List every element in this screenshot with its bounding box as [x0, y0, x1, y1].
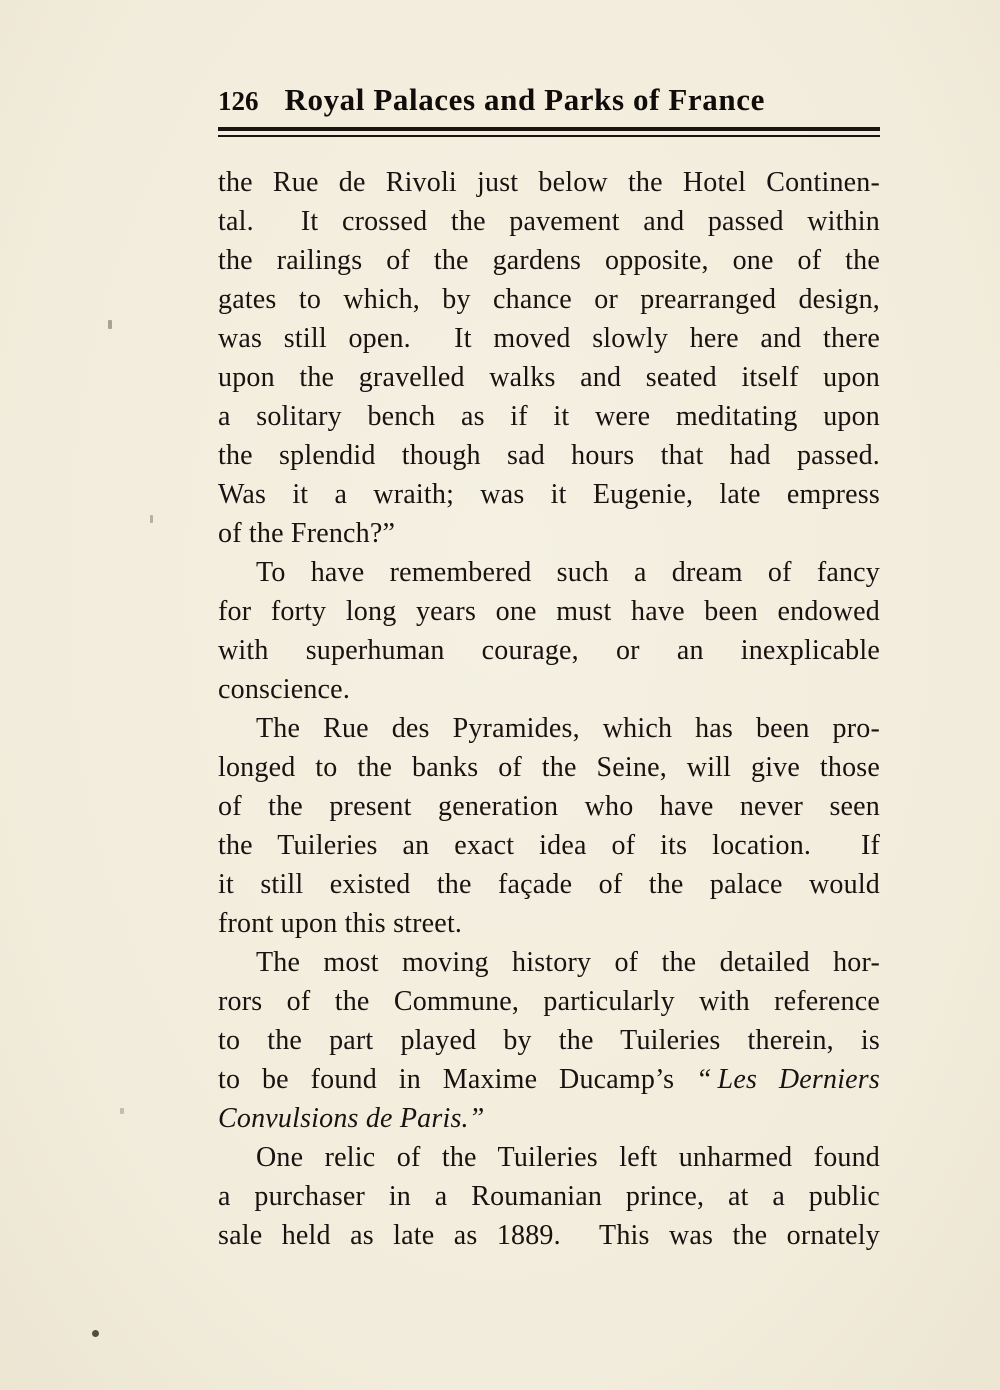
- text-segment: conscience.: [218, 674, 351, 705]
- scan-artifact: [120, 1108, 124, 1114]
- text-segment: with superhuman courage, or an inexplicable: [218, 635, 880, 666]
- text-segment: of the French?”: [218, 518, 396, 549]
- text-segment: upon the gravelled walks and seated itself upon: [218, 362, 880, 393]
- text-line: [218, 1177, 880, 1216]
- text-line: [218, 787, 880, 826]
- text-line: [218, 982, 880, 1021]
- text-segment: for forty long years one must have been endowed: [218, 596, 880, 627]
- text-line: [218, 748, 880, 787]
- text-segment: The most moving history of the detailed hor-: [256, 947, 880, 978]
- text-segment: to the part played by the Tuileries therein, is: [218, 1025, 880, 1056]
- text-line: [218, 943, 880, 982]
- text-line: [218, 358, 880, 397]
- text-line: [218, 397, 880, 436]
- text-line: [218, 631, 880, 670]
- text-segment: of the present generation who have never seen: [218, 791, 880, 822]
- text-segment: the splendid though sad hours that had passed.: [218, 440, 880, 471]
- text-line: [218, 202, 880, 241]
- text-line: [218, 436, 880, 475]
- text-line: [218, 592, 880, 631]
- scan-artifact: [108, 320, 112, 329]
- page-number: 126: [218, 86, 259, 116]
- text-line: [218, 319, 880, 358]
- text-segment: it still existed the façade of the palace would: [218, 869, 880, 900]
- scan-artifact: [150, 515, 153, 523]
- text-line: [218, 826, 880, 865]
- text-line: [218, 1138, 880, 1177]
- text-line: [218, 1021, 880, 1060]
- page-body: [218, 163, 880, 1255]
- italic-text-segment: Convulsions de Paris.”: [218, 1103, 485, 1134]
- text-line: [218, 904, 880, 943]
- page-header: [218, 82, 880, 118]
- text-segment: Was it a wraith; was it Eugenie, late empress: [218, 479, 880, 510]
- text-segment: to be found in Maxime Ducamp’s: [218, 1064, 696, 1095]
- text-segment: front upon this street.: [218, 908, 463, 939]
- running-title: Royal Palaces and Parks of France: [284, 82, 765, 117]
- text-line: [218, 475, 880, 514]
- text-line: [218, 163, 880, 202]
- text-line: [218, 241, 880, 280]
- text-line: [218, 1099, 880, 1138]
- text-segment: tal. It crossed the pavement and passed within: [218, 206, 880, 237]
- text-segment: the Rue de Rivoli just below the Hotel Continen-: [218, 167, 880, 198]
- text-segment: gates to which, by chance or prearranged design,: [218, 284, 880, 315]
- text-block: [218, 82, 880, 1255]
- rule-bottom-line: [218, 135, 880, 137]
- text-segment: rors of the Commune, particularly with reference: [218, 986, 880, 1017]
- scan-artifact: [92, 1330, 99, 1337]
- text-segment: was still open. It moved slowly here and there: [218, 323, 880, 354]
- italic-text-segment: “ Les Derniers: [695, 1064, 880, 1095]
- text-line: [218, 553, 880, 592]
- text-line: [218, 514, 880, 553]
- text-segment: To have remembered such a dream of fancy: [256, 557, 880, 588]
- text-segment: The Rue des Pyramides, which has been pro-: [256, 713, 880, 744]
- text-line: [218, 1216, 880, 1255]
- text-segment: a purchaser in a Roumanian prince, at a public: [218, 1181, 880, 1212]
- text-segment: the railings of the gardens opposite, one of the: [218, 245, 880, 276]
- text-line: [218, 670, 880, 709]
- text-line: [218, 280, 880, 319]
- text-segment: a solitary bench as if it were meditating upon: [218, 401, 880, 432]
- text-line: [218, 865, 880, 904]
- text-line: [218, 1060, 880, 1099]
- text-segment: longed to the banks of the Seine, will give those: [218, 752, 880, 783]
- text-segment: One relic of the Tuileries left unharmed found: [256, 1142, 880, 1173]
- text-line: [218, 709, 880, 748]
- text-segment: the Tuileries an exact idea of its location. If: [218, 830, 880, 861]
- text-segment: sale held as late as 1889. This was the ornately: [218, 1220, 880, 1251]
- header-double-rule: [218, 127, 880, 137]
